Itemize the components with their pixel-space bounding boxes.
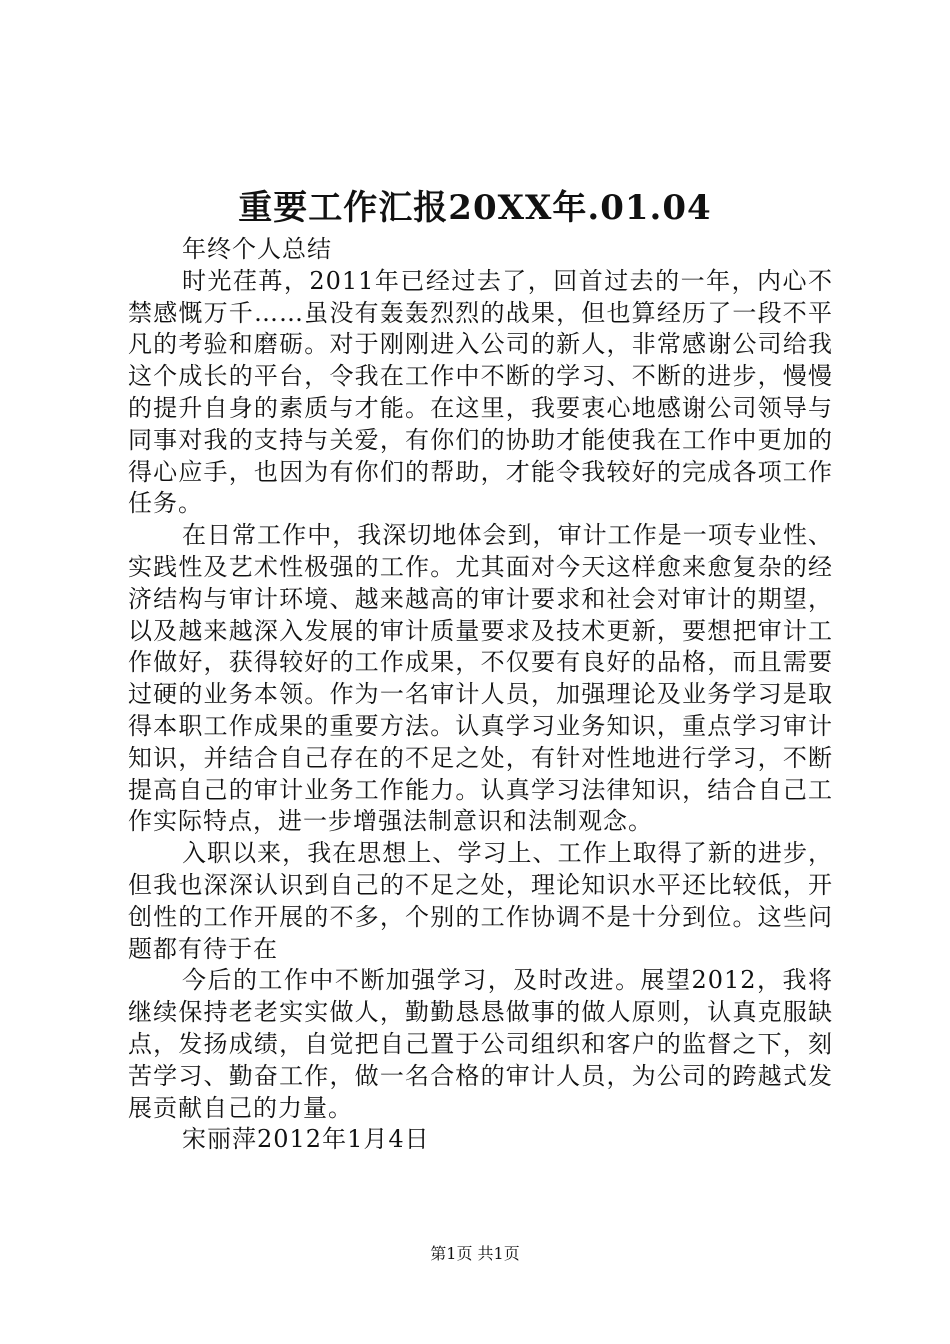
document-title: 重要工作汇报20XX年.01.04 — [238, 188, 712, 228]
page-footer: 第1页 共1页 — [430, 1244, 520, 1263]
paragraph-outlook: 今后的工作中不断加强学习，及时改进。展望2012，我将继续保持老老实实做人，勤勤恳恳做事的做人原则，认真克服缺点，发扬成绩，自觉把自己置于公司组织和客户的监督之下，刻苦学习、勤奋工作，做一名合格的审计人员，为公司的跨越式发展贡献自己的力量。 — [128, 966, 833, 1122]
paragraph-intro: 时光荏苒，2011年已经过去了，回首过去的一年，内心不禁感慨万千……虽没有轰轰烈烈的战果，但也算经历了一段不平凡的考验和磨砺。对于刚刚进入公司的新人，非常感谢公司给我这个成长的平台，令我在工作中不断的学习、不断的进步，慢慢的提升自身的素质与才能。在这里，我要衷心地感谢公司领导与同事对我的支持与关爱，有你们的协助才能使我在工作中更加的得心应手，也因为有你们的帮助，才能令我较好的完成各项工作任务。 — [128, 266, 833, 518]
paragraph-heading: 年终个人总结 — [182, 235, 332, 263]
paragraph-progress: 入职以来，我在思想上、学习上、工作上取得了新的进步，但我也深深认识到自己的不足之处，理论知识水平还比较低，开创性的工作开展的不多，个别的工作协调不是十分到位。这些问题都有待于在 — [128, 839, 833, 963]
paragraph-work: 在日常工作中，我深切地体会到，审计工作是一项专业性、实践性及艺术性极强的工作。尤其面对今天这样愈来愈复杂的经济结构与审计环境、越来越高的审计要求和社会对审计的期望，以及越来越深入发展的审计质量要求及技术更新，要想把审计工作做好，获得较好的工作成果，不仅要有良好的品格，而且需要过硬的业务本领。作为一名审计人员，加强理论及业务学习是取得本职工作成果的重要方法。认真学习业务知识，重点学习审计知识，并结合自己存在的不足之处，有针对性地进行学习，不断提高自己的审计业务工作能力。认真学习法律知识，结合自己工作实际特点，进一步增强法制意识和法制观念。 — [128, 521, 833, 836]
paragraph-signature: 宋丽萍2012年1月4日 — [182, 1125, 430, 1154]
document-body — [128, 234, 833, 1156]
